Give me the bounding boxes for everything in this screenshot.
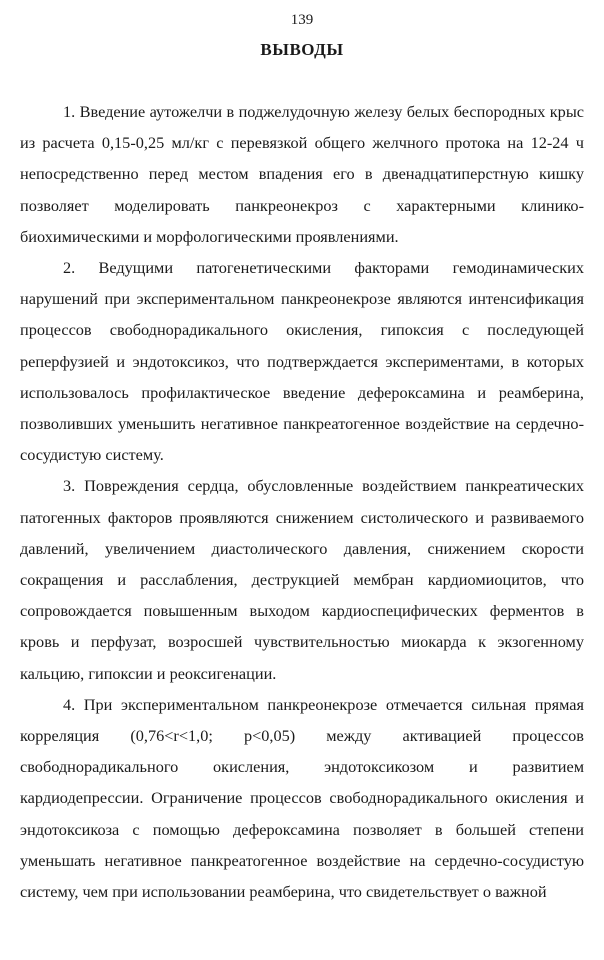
conclusion-paragraph-4: 4. При экспериментальном панкреонекрозе отмечается сильная прямая корреляция (0,76<r<1,0; р<0,05) между активацией процессов свободнорадикального окисления, эндотоксикозом и развитием кардиодепрессии. Ограничение процессов свободнорадикального окисления и эндотоксикоза с помощью дефероксамина позволяет в большей степени уменьшать негативное панкреатогенное воздействие на сердечно-сосудистую систему, чем при использовании реамберина, что свидетельствует о важной — [20, 694, 584, 902]
conclusion-paragraph-3: 3. Повреждения сердца, обусловленные воздействием панкреатических патогенных факторов проявляются снижением систолического и развиваемого давлений, увеличением диастолического давления, снижением скорости сокращения и расслабления, деструкцией мембран кардиомиоцитов, что сопровождается повышенным выходом кардиоспецифических ферментов в кровь и перфузат, возросшей чувствительностью миокарда к экзогенному кальцию, гипоксии и реоксигенации. — [20, 476, 584, 683]
conclusion-paragraph-1: 1. Введение аутожелчи в поджелудочную железу белых беспородных крыс из расчета 0,15-0,25 мл/кг с перевязкой общего желчного протока на 12-24 ч непосредственно перед местом впадения его в двенадцатиперстную кишку позволяет моделировать панкреонекроз с характерными клинико-биохимическими и морфологическими проявлениями. — [20, 102, 584, 246]
page-number: 139 — [290, 12, 314, 28]
page-title: ВЫВОДЫ — [260, 40, 344, 59]
conclusions-body — [20, 96, 584, 907]
conclusion-paragraph-2: 2. Ведущими патогенетическими факторами гемодинамических нарушений при экспериментальном панкреонекрозе являются интенсификация процессов свободнорадикального окисления, гипоксия с последующей реперфузией и эндотоксикоз, что подтверждается экспериментами, в которых использовалось профилактическое введение дефероксамина и реамберина, позволивших уменьшить негативное панкреатогенное воздействие на сердечно-сосудистую систему. — [20, 258, 584, 465]
